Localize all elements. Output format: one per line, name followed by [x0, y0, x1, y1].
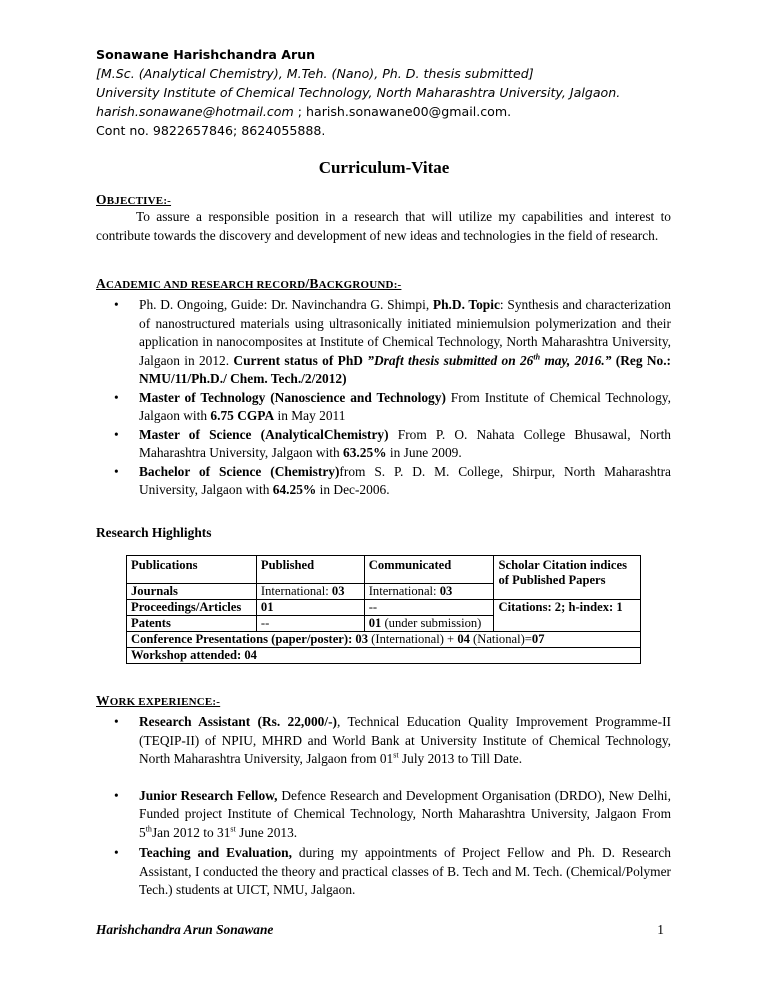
email-link-1[interactable]: harish.sonawane@hotmail.com	[96, 104, 294, 119]
email-link-2[interactable]: harish.sonawane00@gmail.com.	[306, 104, 512, 119]
page-number: 1	[657, 922, 664, 937]
page-footer	[96, 922, 664, 938]
table-row: Patents -- 01 (under submission)	[127, 616, 641, 632]
list-item-research-assistant: • Research Assistant (Rs. 22,000/-), Technical Education Quality Improvement Programme-II (TEQIP-II) of NPIU, MHRD and World Bank at University Institute of Chemical Technology, North Maharashtra University, Jalgaon from 01st July 2013 to Till Date.	[114, 714, 671, 766]
email-line	[96, 102, 696, 121]
document-title: Curriculum-Vitae	[318, 158, 450, 177]
academic-heading: ACADEMIC AND RESEARCH RECORD/BACKGROUND:-	[96, 276, 402, 291]
research-table	[126, 555, 641, 664]
list-item-phd: • Ph. D. Ongoing, Guide: Dr. Navinchandra G. Shimpi, Ph.D. Topic: Synthesis and characterization of nanostructured materials using ultrasonically initiated miniemulsion polymerization and their application in nanocomposites at Institute of Chemical Technology, North Maharashtra University, Jalgaon in 2012. Current status of PhD ”Draft thesis submitted on 26th may, 2016.” (Reg No.: NMU/11/Ph.D./ Chem. Tech./2/2012)	[114, 297, 672, 386]
list-item-jrf: • Junior Research Fellow, Defence Research and Development Organisation (DRDO), New Delhi, Funded project Institute of Chemical Technology, North Maharashtra University, Jalgaon From 5thJan 2012 to 31st June 2013.	[114, 787, 671, 840]
bullet-icon: •	[114, 463, 119, 479]
degrees-line: [M.Sc. (Analytical Chemistry), M.Teh. (Nano), Ph. D. thesis submitted]	[96, 66, 534, 81]
list-item-bsc: • Bachelor of Science (Chemistry)from S. P. D. M. College, Shirpur, North Maharashtra University, Jalgaon with 64.25% in Dec-2006.	[114, 463, 671, 497]
col-header-scholar: Scholar Citation indices of Published Papers	[494, 556, 641, 600]
candidate-name: Sonawane Harishchandra Arun	[96, 47, 316, 62]
bullet-icon: •	[114, 389, 119, 405]
bullet-icon: •	[114, 787, 119, 803]
table-header-row	[127, 556, 641, 584]
institute-line: University Institute of Chemical Technology, North Maharashtra University, Jalgaon.	[96, 85, 621, 100]
table-row: Conference Presentations (paper/poster): 03 (International) + 04 (National)=07	[127, 632, 641, 648]
email-separator: ;	[293, 104, 306, 119]
list-item-teaching: • Teaching and Evaluation, during my appointments of Project Fellow and Ph. D. Research Assistant, I conducted the theory and practical classes of B. Tech and M. Tech. (Chemical/Polymer Tech.) students at UICT, NMU, Jalgaon.	[114, 845, 671, 897]
col-header-communicated: Communicated	[364, 556, 494, 584]
objective-heading: OBJECTIVE:-	[96, 192, 172, 207]
table-row: Journals International: 03 International: 03	[127, 584, 641, 600]
list-item-mtech: • Master of Technology (Nanoscience and Technology) From Institute of Chemical Technology, Jalgaon with 6.75 CGPA in May 2011	[114, 389, 671, 423]
bullet-icon: •	[114, 426, 119, 442]
table-row: Workshop attended: 04	[127, 648, 641, 664]
research-heading: Research Highlights	[96, 525, 212, 540]
work-list	[96, 713, 671, 900]
contact-numbers: Cont no. 9822657846; 8624055888.	[96, 123, 326, 138]
footer-name: Harishchandra Arun Sonawane	[96, 922, 274, 937]
work-heading: WORK EXPERIENCE:-	[96, 693, 221, 708]
bullet-icon: •	[114, 714, 119, 729]
contact-header	[96, 45, 696, 140]
bullet-icon: •	[114, 845, 119, 860]
list-item-msc: • Master of Science (AnalyticalChemistry) From P. O. Nahata College Bhusawal, North Maharashtra University, Jalgaon with 63.25% in June 2009.	[114, 426, 671, 460]
objective-text: To assure a responsible position in a research that will utilize my capabilities and interest to contribute towards the discovery and development of new ideas and technologies in the field of research.	[96, 209, 671, 243]
bullet-icon: •	[114, 297, 119, 312]
table-row: Proceedings/Articles 01 -- Citations: 2; h-index: 1	[127, 600, 641, 616]
col-header-published: Published	[256, 556, 364, 584]
academic-list	[96, 296, 671, 500]
col-header-publications: Publications	[127, 556, 257, 584]
